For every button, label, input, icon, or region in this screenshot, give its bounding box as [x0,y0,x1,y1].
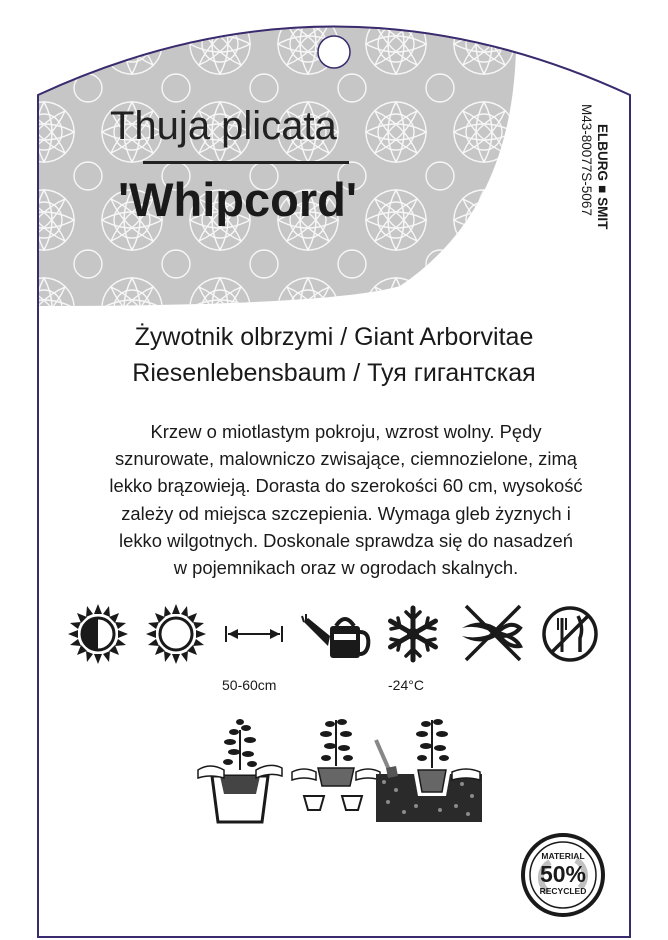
latin-name: Thuja plicata [110,104,337,148]
hang-hole [318,36,350,68]
cultivar-name: 'Whipcord' [118,173,358,226]
soak-pot-illustration [198,719,282,822]
full-sun-icon [146,604,206,664]
description-line: Krzew o miotlastym pokroju, wzrost wolny. Pędy [150,421,542,442]
svg-text:ELBURG■SMIT [595,124,610,230]
not-edible-icon [544,608,596,660]
description-line: lekko brązowieją. Dorasta do szerokości 60 cm, wysokość [109,475,583,497]
recycled-material-badge [520,832,606,918]
product-code: M43-80077S-5067 [579,104,594,216]
title-divider [143,161,349,164]
width-arrow-icon [226,626,282,642]
pruning-shears-crossed-icon [462,606,520,660]
description-line: sznurowate, malowniczo zwisające, ciemnozielone, zimą [114,448,577,470]
brand-name: ELBURG [595,124,610,181]
brand-mark-icon: ■ [595,185,610,194]
description-line: zależy od miejsca szczepienia. Wymaga gleb żyznych i [121,502,571,524]
common-names-line1: Żywotnik olbrzymi / Giant Arborvitae [134,323,534,351]
half-sun-icon [68,604,128,664]
hardiness-label: -24°C [388,677,424,693]
badge-percent: 50% [539,861,587,887]
badge-top-text: MATERIAL [541,851,585,861]
description-line: w pojemnikach oraz w ogrodach skalnych. [173,557,519,579]
width-label: 50-60cm [222,677,277,693]
remove-pot-illustration [292,719,380,810]
description-line: lekko wilgotnych. Doskonale sprawdza się do nasadzeń [119,529,573,551]
brand-name-2: SMIT [595,197,610,230]
planting-instructions [190,710,490,830]
plant-in-ground-illustration [376,719,482,822]
care-icons-row [66,604,606,668]
description [90,418,602,581]
watering-can-icon [302,614,368,658]
common-names-line2: Riesenlebensbaum / Туя гигантская [132,359,536,387]
snowflake-icon [391,608,436,660]
brand-vertical [578,100,618,240]
badge-bottom-text: RECYCLED [539,886,587,896]
